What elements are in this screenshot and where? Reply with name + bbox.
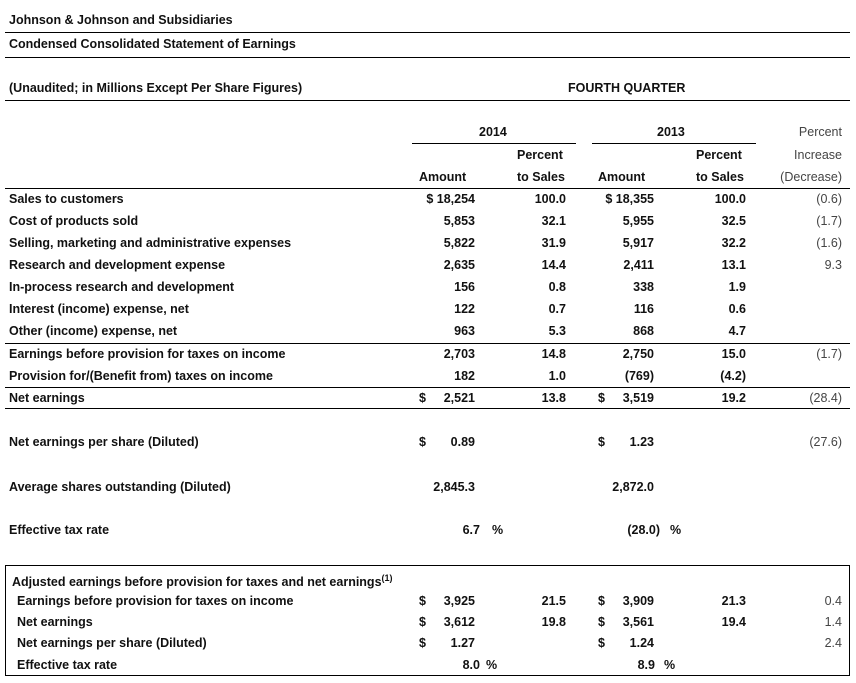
row-amount-2014: 5,822 — [443, 236, 475, 250]
adjusted-row-amount-2014: 1.27 — [450, 636, 475, 650]
row-pct-2014: 0.8 — [548, 280, 566, 294]
row-amount-2014: 963 — [454, 324, 475, 338]
divider — [5, 32, 850, 33]
shares-2014: 2,845.3 — [433, 480, 475, 494]
company-name: Johnson & Johnson and Subsidiaries — [9, 13, 233, 27]
net-earnings-change: (28.4) — [809, 391, 842, 405]
adjusted-row-change: 2.4 — [824, 636, 842, 650]
change-header-line1: Percent — [798, 125, 842, 139]
row-pct-2013: 4.7 — [728, 324, 746, 338]
row-pct-2013: 32.2 — [721, 236, 746, 250]
year-2013-header: 2013 — [657, 125, 685, 139]
eps-amount-2014: 0.89 — [450, 435, 475, 449]
change-header-line3: (Decrease) — [780, 170, 842, 184]
net-earnings-dollar-2014: $ — [419, 391, 426, 405]
row-amount-2014: 5,853 — [443, 214, 475, 228]
adjusted-row-dollar-2014: $ — [419, 636, 426, 650]
row-amount-2013: 116 — [633, 302, 654, 316]
amount-header-2014: Amount — [419, 170, 467, 184]
row-amount-2014: 2,703 — [443, 347, 475, 361]
row-amount-2013: 5,955 — [622, 214, 654, 228]
row-pct-2013: (4.2) — [720, 369, 746, 383]
adjusted-footnote: (1) — [381, 573, 393, 583]
percent-header-2014: Percent — [517, 148, 563, 162]
tax-rate-2014: 6.7 — [462, 523, 480, 537]
units-note: (Unaudited; in Millions Except Per Share Figures) — [9, 81, 303, 95]
net-earnings-pct-2013: 19.2 — [721, 391, 746, 405]
adjusted-title-text: Adjusted earnings before provision for taxes and net earnings — [12, 575, 382, 590]
tax-rate-label: Effective tax rate — [9, 523, 110, 537]
row-pct-2013: 1.9 — [728, 280, 746, 294]
tax-rate-pct-2014: % — [492, 523, 504, 537]
row-amount-2014: $ 18,254 — [426, 192, 475, 206]
adjusted-row-dollar-2014: $ — [419, 615, 426, 629]
row-change: (1.7) — [816, 214, 842, 228]
adjusted-tax-pct-2013: % — [664, 658, 676, 672]
percent-header-2013: Percent — [696, 148, 742, 162]
adjusted-tax-pct-2014: % — [486, 658, 498, 672]
net-earnings-amount-2013: 3,519 — [622, 391, 654, 405]
adjusted-tax-label: Effective tax rate — [17, 658, 118, 672]
row-amount-2013: (769) — [624, 369, 654, 383]
row-pct-2014: 100.0 — [534, 192, 566, 206]
row-amount-2013: 5,917 — [622, 236, 654, 250]
subtotal-divider — [5, 343, 850, 344]
row-pct-2014: 14.4 — [541, 258, 566, 272]
row-label: Earnings before provision for taxes on income — [9, 347, 286, 361]
adjusted-row-label: Earnings before provision for taxes on income — [17, 594, 294, 608]
eps-amount-2013: 1.23 — [629, 435, 654, 449]
row-amount-2014: 182 — [454, 369, 475, 383]
adjusted-row-amount-2014: 3,925 — [443, 594, 475, 608]
tax-rate-2013: (28.0) — [627, 523, 660, 537]
row-change: (1.6) — [816, 236, 842, 250]
eps-change: (27.6) — [809, 435, 842, 449]
header-divider — [5, 188, 850, 189]
adjusted-row-amount-2013: 1.24 — [629, 636, 654, 650]
row-label: Selling, marketing and administrative expenses — [9, 236, 292, 250]
adjusted-row-pct-2014: 19.8 — [541, 615, 566, 629]
adjusted-row-label: Net earnings — [17, 615, 93, 629]
row-pct-2014: 1.0 — [548, 369, 566, 383]
year-2014-header: 2014 — [479, 125, 507, 139]
row-pct-2013: 100.0 — [714, 192, 746, 206]
net-earnings-amount-2014: 2,521 — [443, 391, 475, 405]
row-label: Provision for/(Benefit from) taxes on income — [9, 369, 273, 383]
adjusted-row-label: Net earnings per share (Diluted) — [17, 636, 207, 650]
row-pct-2013: 32.5 — [721, 214, 746, 228]
adjusted-row-amount-2013: 3,561 — [622, 615, 654, 629]
statement-title: Condensed Consolidated Statement of Earnings — [9, 37, 296, 51]
adjusted-row-dollar-2013: $ — [598, 615, 605, 629]
row-change: (1.7) — [816, 347, 842, 361]
to-sales-header-2013: to Sales — [696, 170, 744, 184]
shares-label: Average shares outstanding (Diluted) — [9, 480, 231, 494]
net-divider — [5, 387, 850, 388]
adjusted-row-change: 0.4 — [824, 594, 842, 608]
adjusted-row-dollar-2014: $ — [419, 594, 426, 608]
row-pct-2014: 31.9 — [541, 236, 566, 250]
net-earnings-label: Net earnings — [9, 391, 85, 405]
year-2014-underline — [412, 143, 576, 144]
year-2013-underline — [592, 143, 756, 144]
row-amount-2013: 2,411 — [623, 258, 654, 272]
adjusted-tax-2014: 8.0 — [462, 658, 480, 672]
change-header-line2: Increase — [794, 148, 842, 162]
row-amount-2013: 338 — [633, 280, 654, 294]
row-label: Interest (income) expense, net — [9, 302, 189, 316]
eps-label: Net earnings per share (Diluted) — [9, 435, 199, 449]
adjusted-row-amount-2013: 3,909 — [622, 594, 654, 608]
adjusted-row-pct-2014: 21.5 — [541, 594, 566, 608]
row-pct-2014: 32.1 — [541, 214, 566, 228]
row-label: Other (income) expense, net — [9, 324, 178, 338]
row-amount-2014: 156 — [454, 280, 475, 294]
adjusted-row-pct-2013: 21.3 — [721, 594, 746, 608]
eps-dollar-2014: $ — [419, 435, 426, 449]
row-change: (0.6) — [816, 192, 842, 206]
row-amount-2013: $ 18,355 — [605, 192, 654, 206]
amount-header-2013: Amount — [598, 170, 646, 184]
adjusted-row-dollar-2013: $ — [598, 636, 605, 650]
adjusted-tax-2013: 8.9 — [637, 658, 655, 672]
net-underline — [5, 408, 850, 409]
row-change: 9.3 — [824, 258, 842, 272]
row-amount-2013: 868 — [633, 324, 654, 338]
row-pct-2013: 13.1 — [721, 258, 746, 272]
row-pct-2014: 14.8 — [541, 347, 566, 361]
shares-2013: 2,872.0 — [612, 480, 654, 494]
divider — [5, 57, 850, 58]
row-pct-2014: 5.3 — [548, 324, 566, 338]
to-sales-header-2014: to Sales — [517, 170, 565, 184]
tax-rate-pct-2013: % — [670, 523, 682, 537]
net-earnings-pct-2014: 13.8 — [541, 391, 566, 405]
row-amount-2014: 2,635 — [443, 258, 475, 272]
adjusted-row-amount-2014: 3,612 — [443, 615, 475, 629]
row-pct-2014: 0.7 — [548, 302, 566, 316]
adjusted-title — [12, 571, 393, 590]
period-label: FOURTH QUARTER — [568, 81, 686, 95]
row-label: Sales to customers — [9, 192, 124, 206]
row-pct-2013: 0.6 — [728, 302, 746, 316]
row-label: Cost of products sold — [9, 214, 139, 228]
adjusted-row-pct-2013: 19.4 — [721, 615, 746, 629]
row-label: In-process research and development — [9, 280, 235, 294]
row-amount-2014: 122 — [454, 302, 475, 316]
row-label: Research and development expense — [9, 258, 226, 272]
row-amount-2013: 2,750 — [622, 347, 654, 361]
net-earnings-dollar-2013: $ — [598, 391, 605, 405]
adjusted-row-dollar-2013: $ — [598, 594, 605, 608]
divider — [5, 100, 850, 101]
eps-dollar-2013: $ — [598, 435, 605, 449]
row-pct-2013: 15.0 — [721, 347, 746, 361]
adjusted-row-change: 1.4 — [824, 615, 842, 629]
